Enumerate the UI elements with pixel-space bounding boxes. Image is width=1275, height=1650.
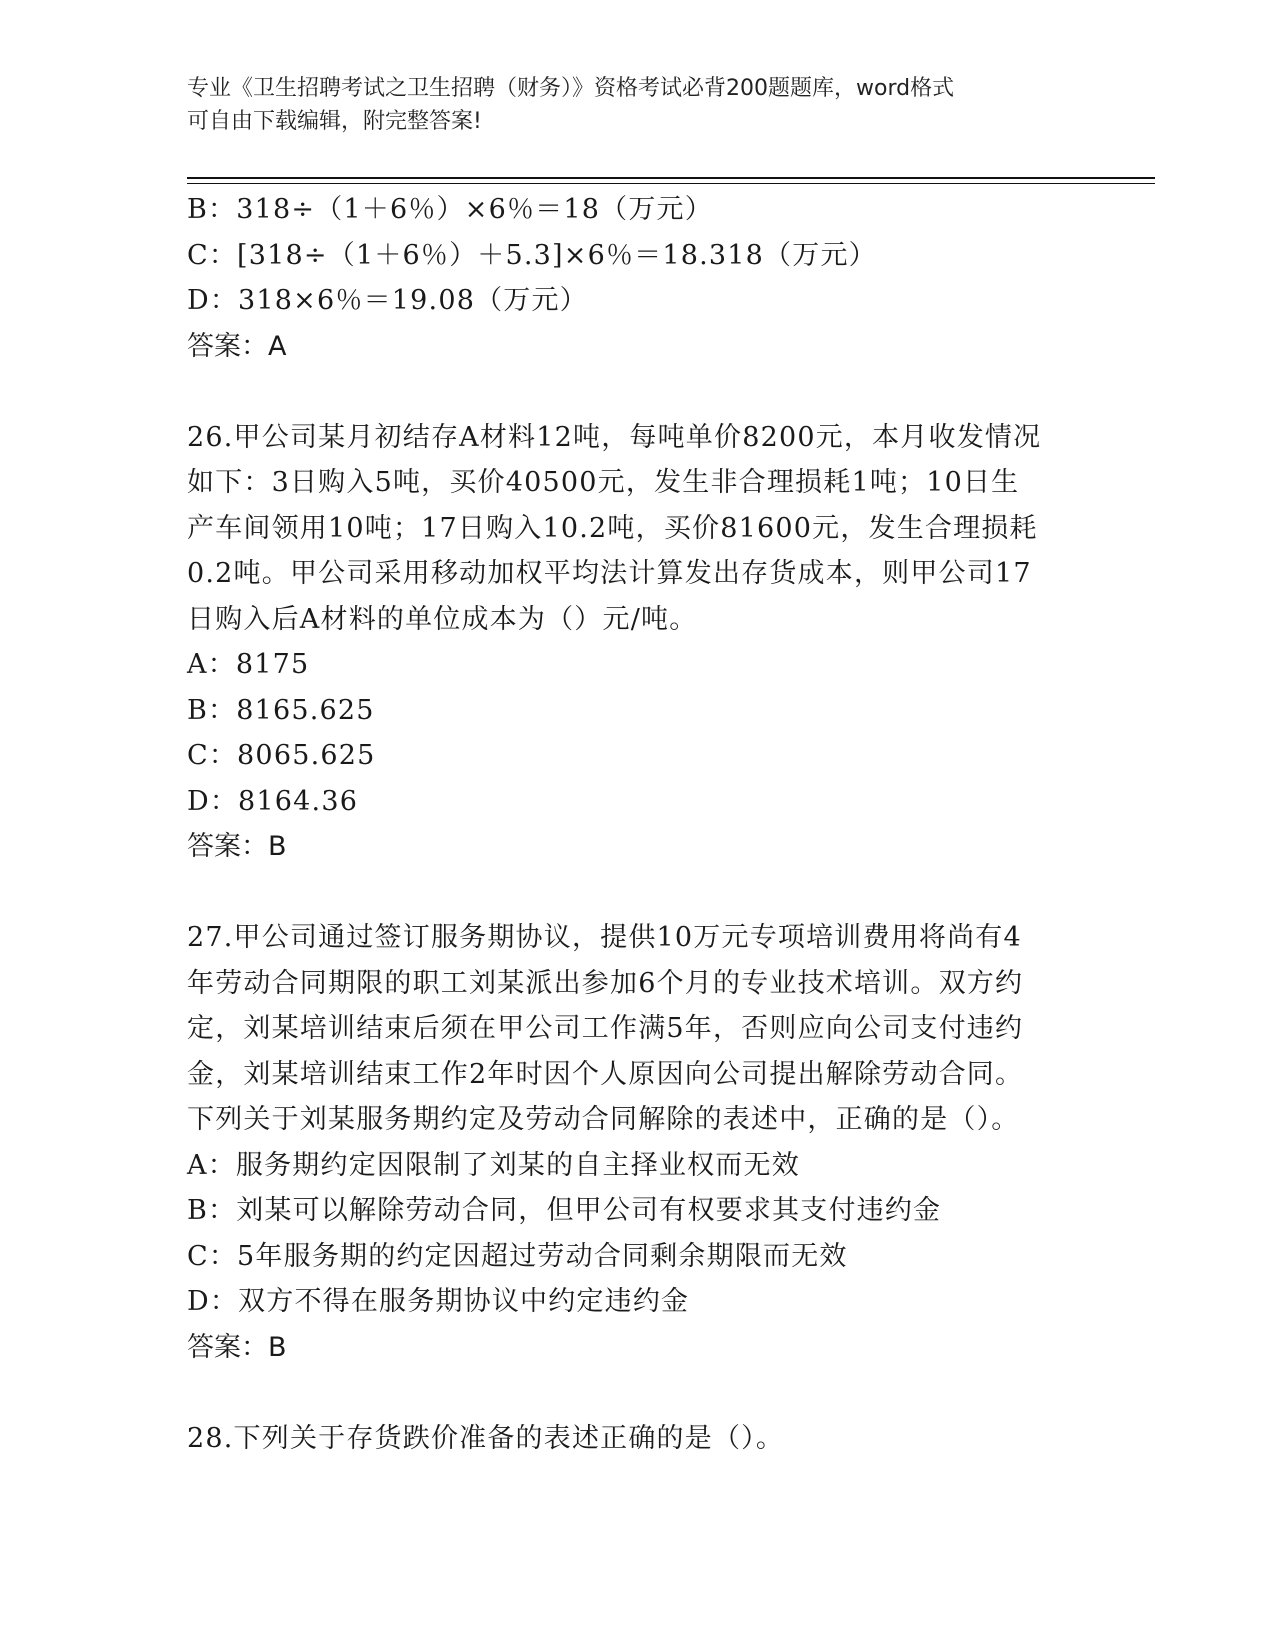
option-d: D：双方不得在服务期协议中约定违约金 xyxy=(187,1286,690,1317)
question-27 xyxy=(187,915,1087,1370)
spacer xyxy=(187,870,1087,916)
header-rule-thick xyxy=(187,177,1155,179)
answer: 答案：B xyxy=(187,1331,287,1363)
option-a: A：服务期约定因限制了刘某的自主择业权而无效 xyxy=(187,1149,800,1181)
option-c: C：5年服务期的约定因超过劳动合同剩余期限而无效 xyxy=(187,1240,848,1272)
answer: 答案：A xyxy=(187,330,287,362)
question-28 xyxy=(187,1416,1087,1462)
header-line-1: 专业《卫生招聘考试之卫生招聘（财务）》资格考试必背200题题库，word格式 xyxy=(187,76,955,101)
option-c: C：[318÷（1＋6％）＋5.3]×6％＝18.318（万元） xyxy=(187,239,877,271)
question-26 xyxy=(187,415,1087,870)
page-header xyxy=(187,72,1087,138)
spacer xyxy=(187,1370,1087,1416)
question-stem-line: 如下：3日购入5吨，买价40500元，发生非合理损耗1吨；10日生 xyxy=(187,467,1020,498)
question-25 xyxy=(187,187,1087,369)
question-stem-line: 年劳动合同期限的职工刘某派出参加6个月的专业技术培训。双方约 xyxy=(187,967,1024,999)
question-stem-line: 27.甲公司通过签订服务期协议，提供10万元专项培训费用将尚有4 xyxy=(187,922,1022,953)
option-d: D：318×6％＝19.08（万元） xyxy=(187,285,588,316)
option-b: B：刘某可以解除劳动合同，但甲公司有权要求其支付违约金 xyxy=(187,1195,942,1226)
question-stem-line: 0.2吨。甲公司采用移动加权平均法计算发出存货成本，则甲公司17 xyxy=(187,558,1032,589)
option-b: B：318÷（1＋6％）×6％＝18（万元） xyxy=(187,194,713,225)
option-a: A：8175 xyxy=(187,649,310,680)
question-stem-line: 日购入后A材料的单位成本为（）元/吨。 xyxy=(187,603,698,635)
option-d: D：8164.36 xyxy=(187,785,359,817)
header-line-2: 可自由下载编辑，附完整答案! xyxy=(187,109,482,134)
document-body xyxy=(187,187,1087,1461)
question-stem-line: 金，刘某培训结束工作2年时因个人原因向公司提出解除劳动合同。 xyxy=(187,1058,1024,1090)
spacer xyxy=(187,369,1087,415)
answer: 答案：B xyxy=(187,831,287,862)
question-stem-line: 28.下列关于存货跌价准备的表述正确的是（）。 xyxy=(187,1422,785,1454)
header-rule-thin xyxy=(187,183,1155,184)
question-stem-line: 定，刘某培训结束后须在甲公司工作满5年，否则应向公司支付违约 xyxy=(187,1013,1024,1044)
option-b: B：8165.625 xyxy=(187,694,375,726)
question-stem-line: 26.甲公司某月初结存A材料12吨，每吨单价8200元，本月收发情况 xyxy=(187,421,1042,453)
question-stem-line: 产车间领用10吨；17日购入10.2吨，买价81600元，发生合理损耗 xyxy=(187,512,1038,544)
option-c: C：8065.625 xyxy=(187,740,376,771)
question-stem-line: 下列关于刘某服务期约定及劳动合同解除的表述中，正确的是（）。 xyxy=(187,1104,1020,1135)
